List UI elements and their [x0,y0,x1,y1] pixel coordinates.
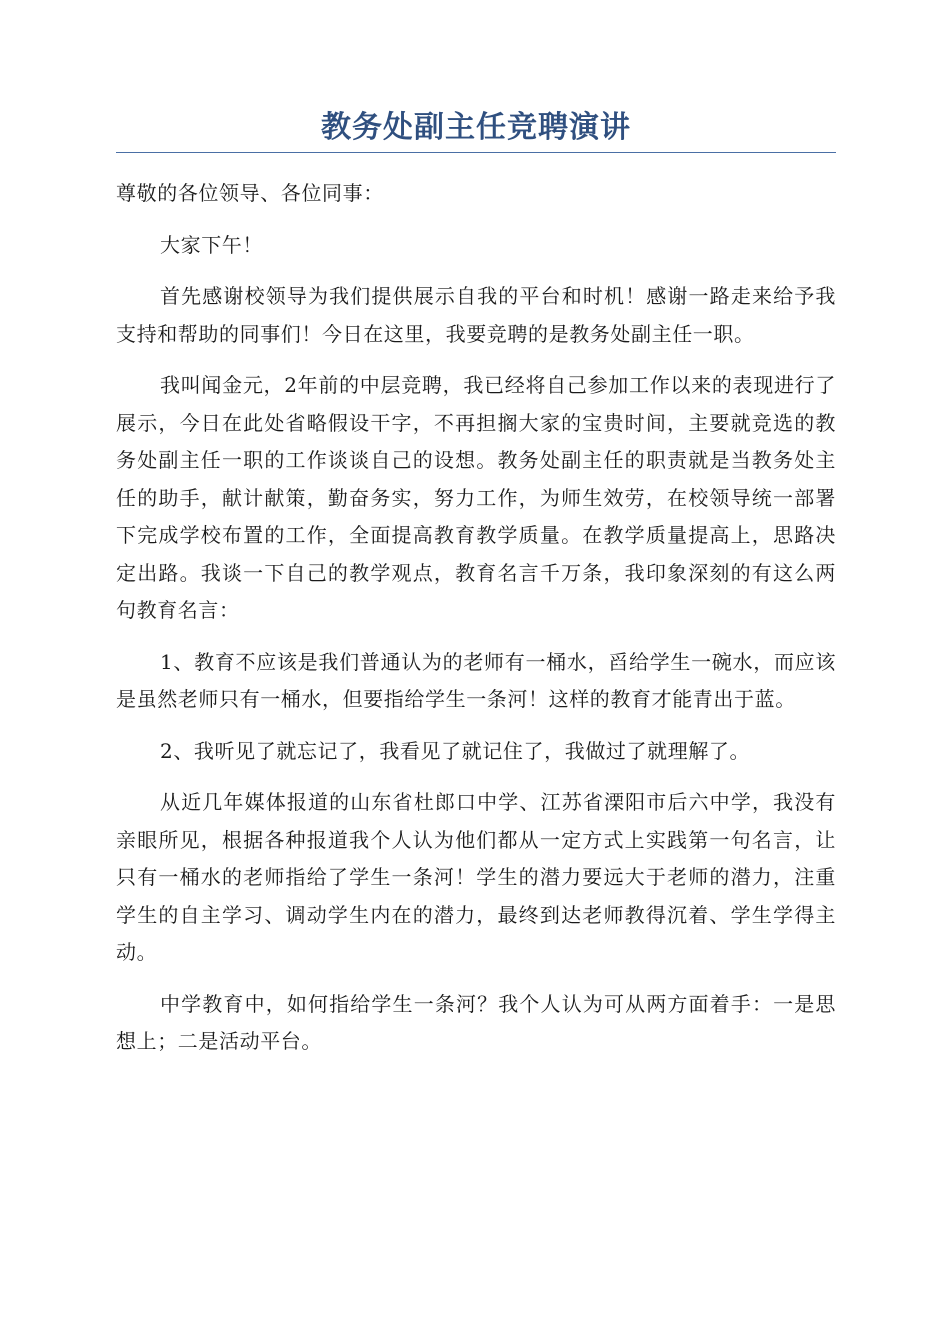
document-page [116,108,836,1075]
paragraph-quote-1: 1、教育不应该是我们普通认为的老师有一桶水，舀给学生一碗水，而应该是虽然老师只有一桶水，但要指给学生一条河！这样的教育才能青出于蓝。 [116,649,836,711]
salutation: 尊敬的各位领导、各位同事： [116,181,384,205]
paragraph-greeting: 大家下午！ [160,232,263,257]
paragraph-introduction: 我叫闻金元，2年前的中层竞聘，我已经将自己参加工作以来的表现进行了展示，今日在此处省略假设干字，不再担搁大家的宝贵时间，主要就竞选的教务处副主任一职的工作谈谈自己的设想。教务处副主任的职责就是当教务处主任的助手，献计献策，勤奋务实，努力工作，为师生效劳，在校领导统一部署下完成学校布置的工作，全面提高教育教学质量。在教学质量提高上，思路决定出路。我谈一下自己的教学观点，教育名言千万条，我印象深刻的有这么两句教育名言： [116,373,836,622]
paragraph-approach: 中学教育中，如何指给学生一条河？我个人认为可从两方面着手：一是思想上；二是活动平台。 [116,991,836,1053]
paragraph-thanks: 首先感谢校领导为我们提供展示自我的平台和时机！感谢一路走来给予我支持和帮助的同事们！今日在这里，我要竞聘的是教务处副主任一职。 [116,284,836,346]
document-title: 教务处副主任竞聘演讲 [321,110,631,145]
paragraph-examples: 从近几年媒体报道的山东省杜郎口中学、江苏省溧阳市后六中学，我没有亲眼所见，根据各种报道我个人认为他们都从一定方式上实践第一句名言，让只有一桶水的老师指给了学生一条河！学生的潜力要远大于老师的潜力，注重学生的自主学习、调动学生内在的潜力，最终到达老师教得沉着、学生学得主动。 [116,790,836,964]
title-underline [116,152,836,153]
paragraph-quote-2: 2、我听见了就忘记了，我看见了就记住了，我做过了就理解了。 [160,738,751,763]
